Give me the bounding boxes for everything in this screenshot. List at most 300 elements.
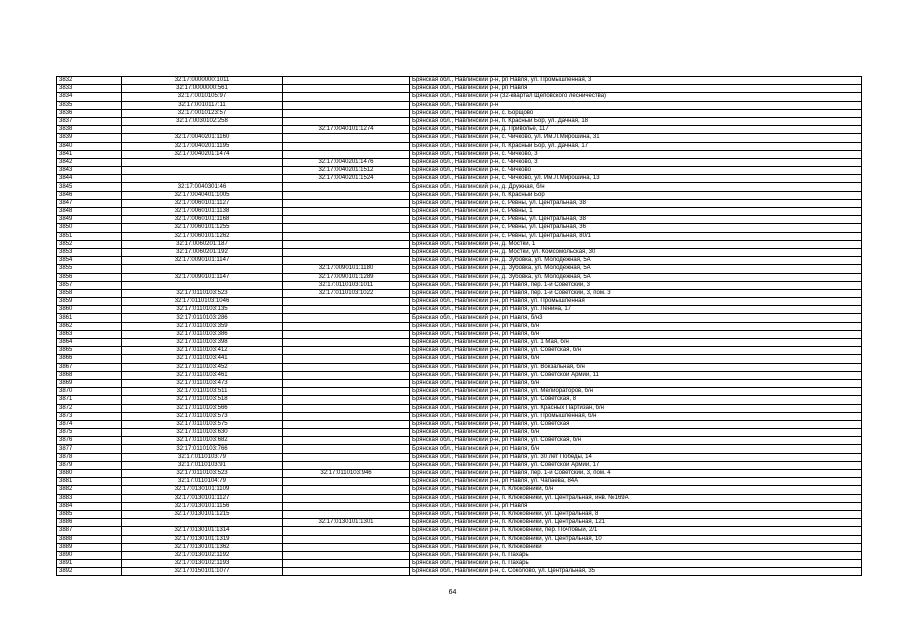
row-number-cell: 3873 xyxy=(57,412,122,420)
parent-cadastral-number-cell xyxy=(283,551,410,559)
table-row xyxy=(57,404,862,412)
table-row xyxy=(57,183,862,191)
parent-cadastral-number-cell xyxy=(283,420,410,428)
row-number-cell: 3861 xyxy=(57,314,122,322)
table-row xyxy=(57,543,862,551)
parent-cadastral-number-cell: 32:17:0110103:1011 xyxy=(283,281,410,289)
table-row xyxy=(57,388,862,396)
cadastral-number-cell: 32:17:0110103:135 xyxy=(122,306,283,314)
parent-cadastral-number-cell xyxy=(283,560,410,568)
row-number-cell: 3866 xyxy=(57,355,122,363)
cadastral-number-cell: 32:17:0110103:473 xyxy=(122,379,283,387)
row-number-cell: 3891 xyxy=(57,560,122,568)
row-number-cell: 3889 xyxy=(57,543,122,551)
parent-cadastral-number-cell xyxy=(283,109,410,117)
row-number-cell: 3834 xyxy=(57,93,122,101)
table-row xyxy=(57,109,862,117)
cadastral-number-cell: 32:17:0130101:1362 xyxy=(122,543,283,551)
parent-cadastral-number-cell xyxy=(283,404,410,412)
address-cell: Брянская обл., Навлинский р-н, д. Зубовка, ул. Молодежная, 5А xyxy=(410,273,862,281)
address-cell: Брянская обл., Навлинский р-н, рп Навля, ул. 1 Мая, б/н xyxy=(410,339,862,347)
parent-cadastral-number-cell xyxy=(283,134,410,142)
row-number-cell: 3881 xyxy=(57,478,122,486)
parent-cadastral-number-cell xyxy=(283,527,410,535)
address-cell: Брянская обл., Навлинский р-н, с. Чичково xyxy=(410,167,862,175)
cadastral-number-cell: 32:17:0060101:1262 xyxy=(122,232,283,240)
row-number-cell: 3878 xyxy=(57,453,122,461)
address-cell: Брянская обл., Навлинский р-н, рп Навля, ул. Советская xyxy=(410,420,862,428)
address-cell: Брянская обл., Навлинский р-н, п. Красный Бор, ул. Дачная, 17 xyxy=(410,142,862,150)
table-row xyxy=(57,306,862,314)
row-number-cell: 3870 xyxy=(57,388,122,396)
address-cell: Брянская обл., Навлинский р-н, с. Ревны, ул. Центральная, 80/1 xyxy=(410,232,862,240)
table-row xyxy=(57,478,862,486)
address-cell: Брянская обл., Навлинский р-н, п. Клюковники, ул. Центральная, 10 xyxy=(410,535,862,543)
table-row xyxy=(57,412,862,420)
cadastral-number-cell: 32:17:0040201:1195 xyxy=(122,142,283,150)
row-number-cell: 3842 xyxy=(57,158,122,166)
address-cell: Брянская обл., Навлинский р-н, п. Клюковники xyxy=(410,543,862,551)
row-number-cell: 3848 xyxy=(57,208,122,216)
parent-cadastral-number-cell xyxy=(283,232,410,240)
parent-cadastral-number-cell xyxy=(283,93,410,101)
row-number-cell: 3865 xyxy=(57,347,122,355)
table-row xyxy=(57,322,862,330)
row-number-cell: 3883 xyxy=(57,494,122,502)
row-number-cell: 3888 xyxy=(57,535,122,543)
parent-cadastral-number-cell xyxy=(283,363,410,371)
cadastral-number-cell: 32:17:0060201:192 xyxy=(122,248,283,256)
row-number-cell: 3882 xyxy=(57,486,122,494)
cadastral-number-cell xyxy=(122,175,283,183)
table-row xyxy=(57,281,862,289)
row-number-cell: 3867 xyxy=(57,363,122,371)
parent-cadastral-number-cell xyxy=(283,568,410,576)
cadastral-number-cell: 32:17:0060101:1138 xyxy=(122,208,283,216)
row-number-cell: 3855 xyxy=(57,265,122,273)
table-row xyxy=(57,502,862,510)
parent-cadastral-number-cell xyxy=(283,379,410,387)
row-number-cell: 3859 xyxy=(57,298,122,306)
table-row xyxy=(57,199,862,207)
cadastral-number-cell: 32:17:0110103:386 xyxy=(122,330,283,338)
cadastral-number-cell xyxy=(122,126,283,134)
table-row xyxy=(57,289,862,297)
parent-cadastral-number-cell xyxy=(283,150,410,158)
table-row xyxy=(57,461,862,469)
parent-cadastral-number-cell: 32:17:0040101:1274 xyxy=(283,126,410,134)
address-cell: Брянская обл., Навлинский р-н, рп Навля, пер. 1-й Советский, 3, пом. 4 xyxy=(410,470,862,478)
parent-cadastral-number-cell xyxy=(283,494,410,502)
table-row xyxy=(57,265,862,273)
parent-cadastral-number-cell xyxy=(283,216,410,224)
row-number-cell: 3875 xyxy=(57,429,122,437)
address-cell: Брянская обл., Навлинский р-н, рп Навля, ул. Советская, б/н xyxy=(410,437,862,445)
address-cell: Брянская обл., Навлинский р-н, рп Навля, ул. Промышленная xyxy=(410,298,862,306)
parent-cadastral-number-cell xyxy=(283,396,410,404)
parent-cadastral-number-cell xyxy=(283,199,410,207)
row-number-cell: 3869 xyxy=(57,379,122,387)
table-row xyxy=(57,175,862,183)
address-cell: Брянская обл., Навлинский р-н, с. Чичково, 3 xyxy=(410,158,862,166)
row-number-cell: 3840 xyxy=(57,142,122,150)
parent-cadastral-number-cell xyxy=(283,502,410,510)
parent-cadastral-number-cell xyxy=(283,298,410,306)
table-row xyxy=(57,330,862,338)
parent-cadastral-number-cell xyxy=(283,142,410,150)
parent-cadastral-number-cell: 32:17:0040201:1524 xyxy=(283,175,410,183)
cadastral-number-cell: 32:17:0110103:91 xyxy=(122,461,283,469)
table-row xyxy=(57,551,862,559)
address-cell: Брянская обл., Навлинский р-н, рп Навля xyxy=(410,502,862,510)
cadastral-number-cell: 32:17:0130101:1109 xyxy=(122,486,283,494)
row-number-cell: 3849 xyxy=(57,216,122,224)
parent-cadastral-number-cell xyxy=(283,101,410,109)
address-cell: Брянская обл., Навлинский р-н, с. Ревны, ул. Центральная, 38 xyxy=(410,216,862,224)
address-cell: Брянская обл., Навлинский р-н, д. Зубовка, ул. Молодежная, 5А xyxy=(410,257,862,265)
address-cell: Брянская обл., Навлинский р-н, п. Красный Бор, ул. Дачная, 18 xyxy=(410,117,862,125)
row-number-cell: 3836 xyxy=(57,109,122,117)
address-cell: Брянская обл., Навлинский р-н, рп Навля, ул. Советская, б/н xyxy=(410,347,862,355)
row-number-cell: 3851 xyxy=(57,232,122,240)
cadastral-number-cell: 32:17:0110103:630 xyxy=(122,429,283,437)
address-cell: Брянская обл., Навлинский р-н, рп Навля, б/н xyxy=(410,379,862,387)
address-cell: Брянская обл., Навлинский р-н, рп Навля, ул. Советской Армии, 11 xyxy=(410,371,862,379)
table-row xyxy=(57,347,862,355)
cadastral-number-cell: 32:17:0110103:523 xyxy=(122,289,283,297)
table-row xyxy=(57,167,862,175)
cadastral-number-cell: 32:17:0040301:46 xyxy=(122,183,283,191)
address-cell: Брянская обл., Навлинский р-н, п. Клюковники, ул. Центральная, 8 xyxy=(410,510,862,518)
cadastral-number-cell: 32:17:0130102:1193 xyxy=(122,560,283,568)
row-number-cell: 3862 xyxy=(57,322,122,330)
row-number-cell: 3856 xyxy=(57,273,122,281)
table-row xyxy=(57,134,862,142)
address-cell: Брянская обл., Навлинский р-н, рп Навля, б/н xyxy=(410,355,862,363)
cadastral-number-cell: 32:17:0110104:79 xyxy=(122,478,283,486)
table-row xyxy=(57,273,862,281)
parent-cadastral-number-cell xyxy=(283,257,410,265)
parent-cadastral-number-cell xyxy=(283,461,410,469)
address-cell: Брянская обл., Навлинский р-н, рп Навля, б/н xyxy=(410,322,862,330)
address-cell: Брянская обл., Навлинский р-н, д. Дружная, б/н xyxy=(410,183,862,191)
row-number-cell: 3892 xyxy=(57,568,122,576)
cadastral-number-cell: 32:17:0010123:57 xyxy=(122,109,283,117)
row-number-cell: 3863 xyxy=(57,330,122,338)
address-cell: Брянская обл., Навлинский р-н, с. Соколово, ул. Центральная, 35 xyxy=(410,568,862,576)
address-cell: Брянская обл., Навлинский р-н, п. Пахарь xyxy=(410,551,862,559)
address-cell: Брянская обл., Навлинский р-н, рп Навля, ул. Мелиораторов, б/н xyxy=(410,388,862,396)
row-number-cell: 3876 xyxy=(57,437,122,445)
row-number-cell: 3885 xyxy=(57,510,122,518)
table-row xyxy=(57,216,862,224)
row-number-cell: 3857 xyxy=(57,281,122,289)
parent-cadastral-number-cell xyxy=(283,77,410,85)
address-cell: Брянская обл., Навлинский р-н, с. Ревны, 1 xyxy=(410,208,862,216)
cadastral-number-cell: 32:17:0150101:1077 xyxy=(122,568,283,576)
row-number-cell: 3879 xyxy=(57,461,122,469)
address-cell: Брянская обл., Навлинский р-н, с. Ревны, ул. Центральная, 36 xyxy=(410,224,862,232)
table-row xyxy=(57,101,862,109)
cadastral-number-cell xyxy=(122,158,283,166)
table-row xyxy=(57,224,862,232)
table-row xyxy=(57,510,862,518)
parent-cadastral-number-cell: 32:17:0110103:946 xyxy=(283,470,410,478)
row-number-cell: 3854 xyxy=(57,257,122,265)
address-cell: Брянская обл., Навлинский р-н, рп Навля, б/н xyxy=(410,429,862,437)
table-row xyxy=(57,93,862,101)
row-number-cell: 3845 xyxy=(57,183,122,191)
cadastral-number-cell: 32:17:0110103:766 xyxy=(122,445,283,453)
page-number: 64 xyxy=(448,589,457,596)
parent-cadastral-number-cell xyxy=(283,117,410,125)
address-cell: Брянская обл., Навлинский р-н, рп Навля, ул. Красных Партизан, б/н xyxy=(410,404,862,412)
row-number-cell: 3843 xyxy=(57,167,122,175)
row-number-cell: 3860 xyxy=(57,306,122,314)
row-number-cell: 3864 xyxy=(57,339,122,347)
row-number-cell: 3832 xyxy=(57,77,122,85)
table-row xyxy=(57,314,862,322)
table-row xyxy=(57,396,862,404)
cadastral-number-cell: 32:17:0110103:575 xyxy=(122,420,283,428)
table-row xyxy=(57,232,862,240)
table-row xyxy=(57,535,862,543)
parent-cadastral-number-cell xyxy=(283,445,410,453)
address-cell: Брянская обл., Навлинский р-н, п. Клюковники, ул. Центральная, 121 xyxy=(410,519,862,527)
table-row xyxy=(57,126,862,134)
table-row xyxy=(57,445,862,453)
table-row xyxy=(57,240,862,248)
table-row xyxy=(57,208,862,216)
row-number-cell: 3833 xyxy=(57,85,122,93)
parent-cadastral-number-cell xyxy=(283,183,410,191)
cadastral-number-cell xyxy=(122,167,283,175)
cadastral-number-cell: 32:17:0110103:79 xyxy=(122,453,283,461)
address-cell: Брянская обл., Навлинский р-н, п. Красный Бор xyxy=(410,191,862,199)
cadastral-number-cell: 32:17:0110103:682 xyxy=(122,437,283,445)
row-number-cell: 3847 xyxy=(57,199,122,207)
table-row xyxy=(57,298,862,306)
cadastral-number-cell: 32:17:0060101:1255 xyxy=(122,224,283,232)
cadastral-number-cell: 32:17:0110103:523 xyxy=(122,470,283,478)
parent-cadastral-number-cell xyxy=(283,543,410,551)
address-cell: Брянская обл., Навлинский р-н, рп Навля, пер. 1-й Советский, 3, пом. 3 xyxy=(410,289,862,297)
address-cell: Брянская обл., Навлинский р-н, п. Клюковники, пер. Почтовый, 2/1 xyxy=(410,527,862,535)
parent-cadastral-number-cell xyxy=(283,224,410,232)
table-row xyxy=(57,77,862,85)
cadastral-number-cell: 32:17:0090101:1147 xyxy=(122,257,283,265)
table-row xyxy=(57,371,862,379)
register-table-body xyxy=(57,77,862,576)
address-cell: Брянская обл., Навлинский р-н, с. Борщово xyxy=(410,109,862,117)
row-number-cell: 3858 xyxy=(57,289,122,297)
parent-cadastral-number-cell xyxy=(283,412,410,420)
address-cell: Брянская обл., Навлинский р-н, рп Навля, б/н3 xyxy=(410,314,862,322)
address-cell: Брянская обл., Навлинский р-н (32-квартал Щеповского лесничества) xyxy=(410,93,862,101)
cadastral-number-cell xyxy=(122,519,283,527)
cadastral-number-cell: 32:17:0110103:359 xyxy=(122,322,283,330)
parent-cadastral-number-cell xyxy=(283,191,410,199)
row-number-cell: 3838 xyxy=(57,126,122,134)
parent-cadastral-number-cell xyxy=(283,322,410,330)
table-row xyxy=(57,527,862,535)
address-cell: Брянская обл., Навлинский р-н, с. Чичково, 3 xyxy=(410,150,862,158)
cadastral-number-cell: 32:17:0000000:1011 xyxy=(122,77,283,85)
cadastral-number-cell: 32:17:0110103:441 xyxy=(122,355,283,363)
cadastral-number-cell: 32:17:0130101:1314 xyxy=(122,527,283,535)
cadastral-number-cell: 32:17:0130101:1127 xyxy=(122,494,283,502)
cadastral-number-cell: 32:17:0130101:1319 xyxy=(122,535,283,543)
address-cell: Брянская обл., Навлинский р-н, рп Навля, ул. Промышленная, б/н xyxy=(410,412,862,420)
address-cell: Брянская обл., Навлинский р-н, рп Навля, ул. Ленина, 17 xyxy=(410,306,862,314)
table-row xyxy=(57,355,862,363)
address-cell: Брянская обл., Навлинский р-н, рп Навля, ул. Промышленная, 3 xyxy=(410,77,862,85)
cadastral-number-cell: 32:17:0060201:187 xyxy=(122,240,283,248)
table-row xyxy=(57,568,862,576)
row-number-cell: 3886 xyxy=(57,519,122,527)
parent-cadastral-number-cell xyxy=(283,208,410,216)
address-cell: Брянская обл., Навлинский р-н, рп Навля, ул. Советской Армии, 17 xyxy=(410,461,862,469)
address-cell: Брянская обл., Навлинский р-н, рп Навля, ул. Советская, 8 xyxy=(410,396,862,404)
cadastral-number-cell: 32:17:0040201:1474 xyxy=(122,150,283,158)
table-row xyxy=(57,470,862,478)
row-number-cell: 3852 xyxy=(57,240,122,248)
parent-cadastral-number-cell xyxy=(283,388,410,396)
parent-cadastral-number-cell: 32:17:0040201:1512 xyxy=(283,167,410,175)
cadastral-number-cell: 32:17:0130101:1215 xyxy=(122,510,283,518)
row-number-cell: 3872 xyxy=(57,404,122,412)
address-cell: Брянская обл., Навлинский р-н, с. Чичково, ул. Им.Л.Мирошина, 13 xyxy=(410,175,862,183)
address-cell: Брянская обл., Навлинский р-н, с. Чичково, ул. Им.Л.Мирошина, 31 xyxy=(410,134,862,142)
parent-cadastral-number-cell xyxy=(283,510,410,518)
cadastral-number-cell: 32:17:0110103:1046 xyxy=(122,298,283,306)
parent-cadastral-number-cell xyxy=(283,240,410,248)
cadastral-number-cell: 32:17:0040401:1005 xyxy=(122,191,283,199)
table-row xyxy=(57,453,862,461)
table-row xyxy=(57,257,862,265)
row-number-cell: 3841 xyxy=(57,150,122,158)
row-number-cell: 3853 xyxy=(57,248,122,256)
cadastral-number-cell: 32:17:0110103:518 xyxy=(122,396,283,404)
cadastral-number-cell: 32:17:0060101:1127 xyxy=(122,199,283,207)
parent-cadastral-number-cell: 32:17:0110103:1022 xyxy=(283,289,410,297)
row-number-cell: 3877 xyxy=(57,445,122,453)
table-row xyxy=(57,429,862,437)
table-row xyxy=(57,248,862,256)
row-number-cell: 3880 xyxy=(57,470,122,478)
row-number-cell: 3835 xyxy=(57,101,122,109)
parent-cadastral-number-cell: 32:17:0130101:1301 xyxy=(283,519,410,527)
row-number-cell: 3890 xyxy=(57,551,122,559)
parent-cadastral-number-cell xyxy=(283,486,410,494)
parent-cadastral-number-cell xyxy=(283,453,410,461)
address-cell: Брянская обл., Навлинский р-н, рп Навля, пер. 1-й Советский, 3 xyxy=(410,281,862,289)
parent-cadastral-number-cell: 32:17:0040201:1476 xyxy=(283,158,410,166)
address-cell: Брянская обл., Навлинский р-н, д. Мостки, 1 xyxy=(410,240,862,248)
table-row xyxy=(57,494,862,502)
cadastral-number-cell: 32:17:0110103:573 xyxy=(122,412,283,420)
address-cell: Брянская обл., Навлинский р-н, п. Пахарь xyxy=(410,560,862,568)
row-number-cell: 3884 xyxy=(57,502,122,510)
row-number-cell: 3844 xyxy=(57,175,122,183)
address-cell: Брянская обл., Навлинский р-н xyxy=(410,101,862,109)
address-cell: Брянская обл., Навлинский р-н, д. Зубовка, ул. Молодежная, 5А xyxy=(410,265,862,273)
address-cell: Брянская обл., Навлинский р-н, рп Навля, ул. Чапаева, 84А xyxy=(410,478,862,486)
table-row xyxy=(57,519,862,527)
cadastral-number-cell: 32:17:0110103:398 xyxy=(122,339,283,347)
row-number-cell: 3868 xyxy=(57,371,122,379)
cadastral-number-cell: 32:17:0110103:452 xyxy=(122,363,283,371)
cadastral-number-cell: 32:17:0010105:97 xyxy=(122,93,283,101)
table-row xyxy=(57,363,862,371)
parent-cadastral-number-cell xyxy=(283,339,410,347)
address-cell: Брянская обл., Навлинский р-н, рп Навля, б/н xyxy=(410,445,862,453)
row-number-cell: 3887 xyxy=(57,527,122,535)
table-row xyxy=(57,437,862,445)
table-row xyxy=(57,379,862,387)
cadastral-number-cell: 32:17:0130102:1192 xyxy=(122,551,283,559)
row-number-cell: 3837 xyxy=(57,117,122,125)
table-row xyxy=(57,142,862,150)
address-cell: Брянская обл., Навлинский р-н, п. Клюковники, б/н xyxy=(410,486,862,494)
cadastral-number-cell: 32:17:0030102:258 xyxy=(122,117,283,125)
table-row xyxy=(57,560,862,568)
address-cell: Брянская обл., Навлинский р-н, д. Мостки, ул. Комсомольская, 30 xyxy=(410,248,862,256)
row-number-cell: 3850 xyxy=(57,224,122,232)
table-row xyxy=(57,158,862,166)
address-cell: Брянская обл., Навлинский р-н, с. Ревны, ул. Центральная, 38 xyxy=(410,199,862,207)
table-row xyxy=(57,339,862,347)
table-row xyxy=(57,117,862,125)
address-cell: Брянская обл., Навлинский р-н, п. Клюковники, ул. Центральная, инв. №169А xyxy=(410,494,862,502)
parent-cadastral-number-cell xyxy=(283,306,410,314)
cadastral-number-cell: 32:17:0000000:561 xyxy=(122,85,283,93)
address-cell: Брянская обл., Навлинский р-н, рп Навля xyxy=(410,85,862,93)
address-cell: Брянская обл., Навлинский р-н, рп Навля, б/н xyxy=(410,330,862,338)
register-table xyxy=(56,76,862,576)
parent-cadastral-number-cell xyxy=(283,347,410,355)
cadastral-number-cell: 32:17:0110103:286 xyxy=(122,314,283,322)
address-cell: Брянская обл., Навлинский р-н, рп Навля, ул. Вокзальная, б/н xyxy=(410,363,862,371)
table-row xyxy=(57,486,862,494)
cadastral-number-cell: 32:17:0130101:1156 xyxy=(122,502,283,510)
cadastral-number-cell: 32:17:0060101:1168 xyxy=(122,216,283,224)
parent-cadastral-number-cell xyxy=(283,355,410,363)
row-number-cell: 3846 xyxy=(57,191,122,199)
cadastral-number-cell xyxy=(122,265,283,273)
parent-cadastral-number-cell: 32:17:0090101:1180 xyxy=(283,265,410,273)
cadastral-number-cell xyxy=(122,281,283,289)
cadastral-number-cell: 32:17:0110103:566 xyxy=(122,404,283,412)
cadastral-number-cell: 32:17:0110103:461 xyxy=(122,371,283,379)
parent-cadastral-number-cell: 32:17:0090101:1289 xyxy=(283,273,410,281)
cadastral-number-cell: 32:17:0090101:1147 xyxy=(122,273,283,281)
parent-cadastral-number-cell xyxy=(283,371,410,379)
row-number-cell: 3839 xyxy=(57,134,122,142)
parent-cadastral-number-cell xyxy=(283,535,410,543)
cadastral-number-cell: 32:17:0110103:412 xyxy=(122,347,283,355)
address-cell: Брянская обл., Навлинский р-н, рп Навля, ул. 30 лет Победы, 14 xyxy=(410,453,862,461)
parent-cadastral-number-cell xyxy=(283,85,410,93)
table-row xyxy=(57,420,862,428)
parent-cadastral-number-cell xyxy=(283,330,410,338)
row-number-cell: 3871 xyxy=(57,396,122,404)
cadastral-number-cell: 32:17:0110103:511 xyxy=(122,388,283,396)
parent-cadastral-number-cell xyxy=(283,429,410,437)
parent-cadastral-number-cell xyxy=(283,437,410,445)
row-number-cell: 3874 xyxy=(57,420,122,428)
cadastral-number-cell: 32:17:0040201:1160 xyxy=(122,134,283,142)
